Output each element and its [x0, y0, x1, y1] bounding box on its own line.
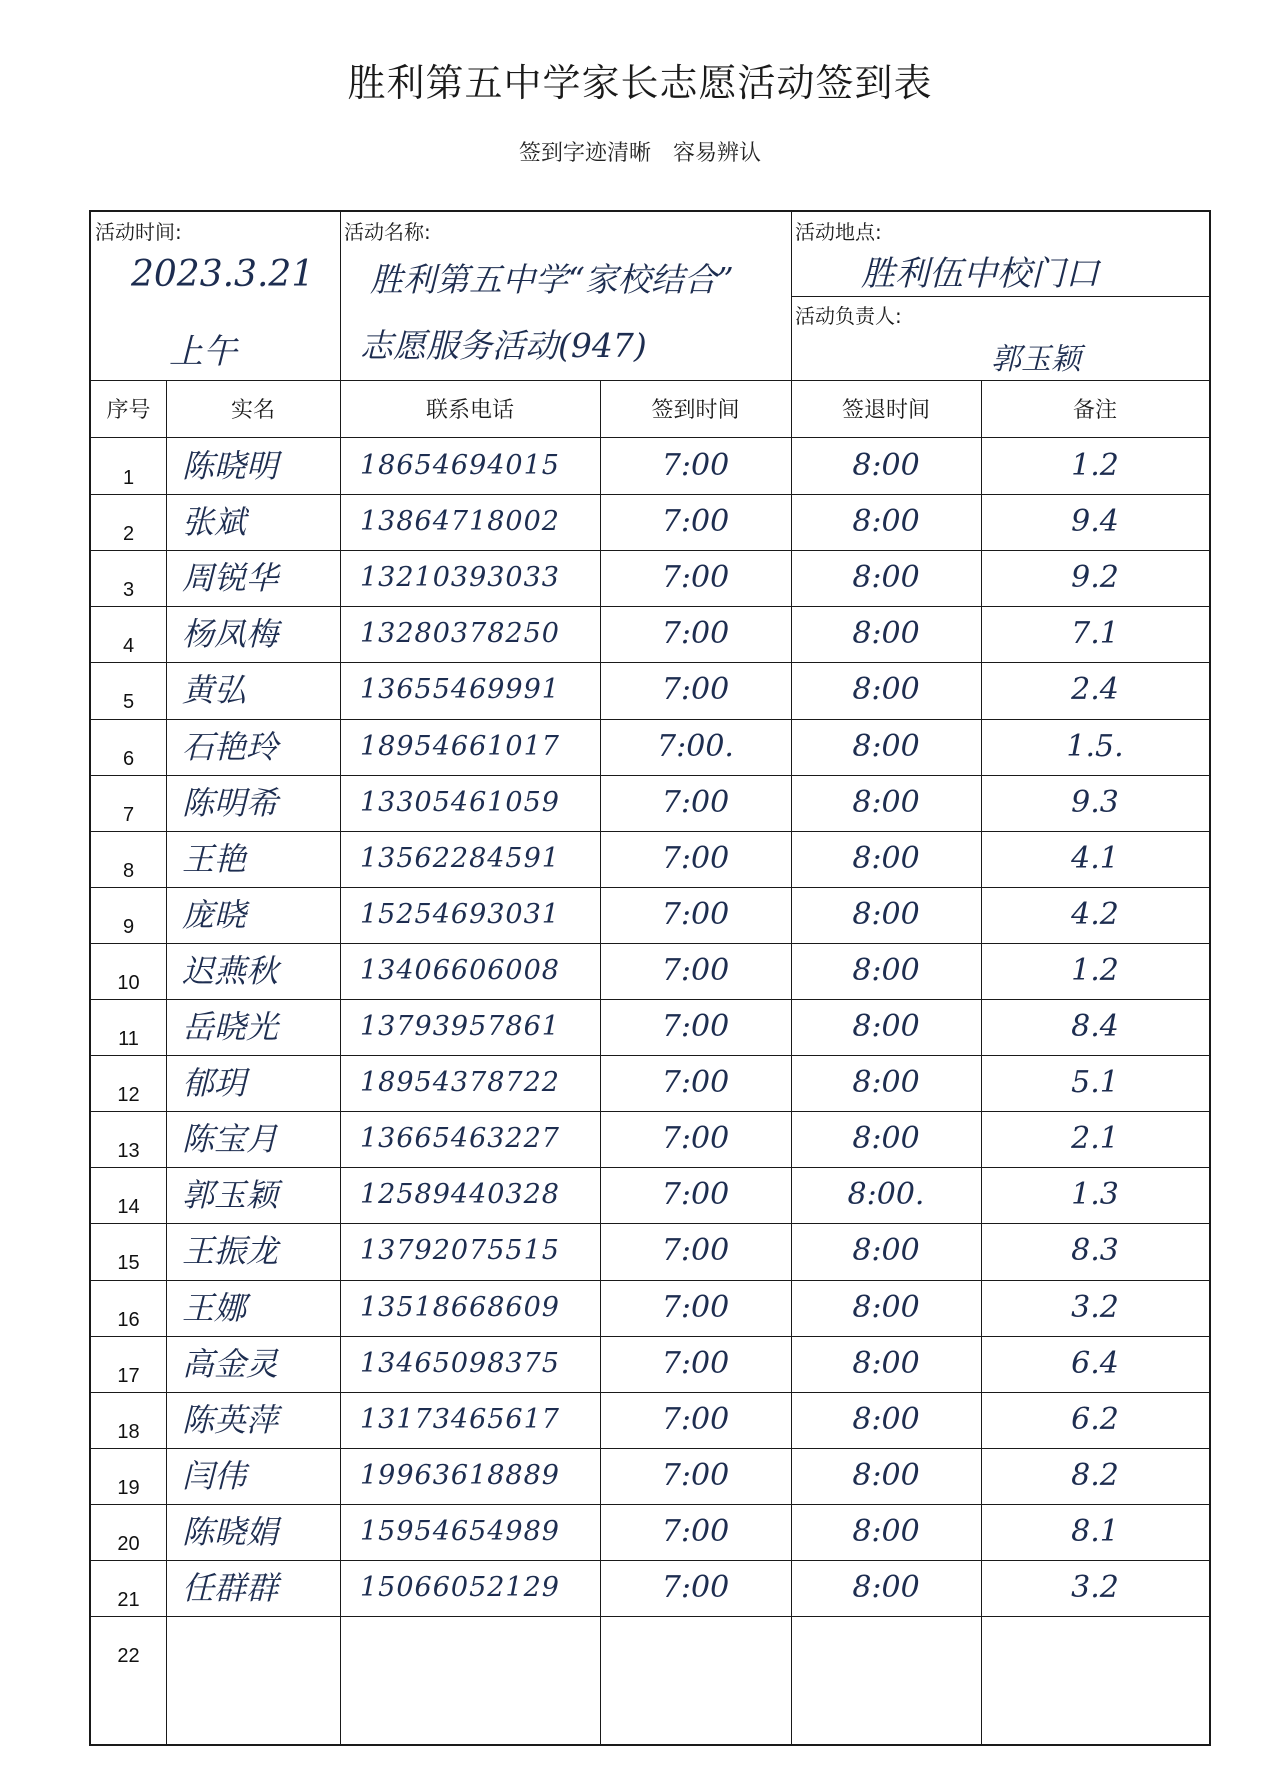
- row-sign-out-time: 8:00: [852, 1457, 920, 1493]
- divider: [91, 1223, 1209, 1224]
- row-sign-in-time: 7:00: [661, 952, 730, 988]
- row-phone: 13655469991: [360, 674, 560, 706]
- activity-place-label: 活动地点:: [795, 220, 882, 244]
- row-number: 14: [117, 1196, 140, 1219]
- row-phone: 13864718002: [360, 506, 560, 538]
- divider: [91, 1392, 1209, 1393]
- row-sign-in-time: 7:00: [661, 1570, 730, 1605]
- row-sign-out-time: 8:00.: [847, 1177, 925, 1213]
- row-name: 陈明希: [182, 783, 279, 822]
- row-number: 9: [122, 915, 135, 938]
- row-sign-in-time: 7:00: [661, 1177, 730, 1213]
- activity-name-cell: [340, 212, 791, 380]
- divider: [91, 1055, 1209, 1056]
- row-name: 张斌: [182, 503, 247, 542]
- divider: [91, 999, 1209, 1000]
- row-sign-out-time: 8:00: [852, 560, 920, 596]
- row-number: 4: [122, 635, 135, 658]
- row-number: 3: [122, 579, 135, 602]
- row-note: 3.2: [1071, 1570, 1119, 1605]
- divider: [91, 1448, 1209, 1449]
- row-note: 9.2: [1071, 560, 1119, 596]
- table-row: [91, 550, 1209, 606]
- row-name: 王艳: [182, 839, 247, 878]
- activity-period: 上午: [169, 332, 237, 372]
- row-note: 2.1: [1071, 1121, 1119, 1157]
- row-note: 7.1: [1071, 616, 1119, 652]
- divider: [340, 380, 341, 1744]
- row-sign-out-time: 8:00: [852, 504, 920, 540]
- divider: [91, 1504, 1209, 1505]
- activity-name-line2: 志愿服务活动(947): [360, 326, 647, 365]
- row-number: 1: [122, 467, 135, 489]
- table-row: [91, 887, 1209, 943]
- row-sign-out-time: 8:00: [852, 1513, 920, 1549]
- row-name: 岳晓光: [182, 1008, 279, 1046]
- row-sign-in-time: 7:00: [661, 560, 730, 596]
- row-number: 12: [117, 1084, 140, 1107]
- row-sign-out-time: 8:00: [852, 952, 920, 988]
- row-note: 8.2: [1071, 1457, 1119, 1493]
- divider: [91, 606, 1209, 607]
- activity-time-label: 活动时间:: [95, 220, 182, 244]
- row-phone: 13173465617: [360, 1403, 560, 1435]
- row-name: 杨凤梅: [182, 615, 279, 654]
- row-name: [166, 1616, 340, 1672]
- row-number: 15: [117, 1252, 140, 1275]
- row-sign-in-time: 7:00: [661, 1457, 730, 1493]
- col-header-sign-out: 签退时间: [841, 398, 930, 423]
- row-note: 9.3: [1071, 784, 1119, 820]
- table-row: [91, 1336, 1209, 1392]
- row-note: 9.4: [1071, 504, 1119, 540]
- row-phone: 13406606008: [360, 954, 560, 986]
- row-sign-in-time: 7:00: [661, 1009, 730, 1044]
- row-sign-in-time: 7:00: [661, 504, 730, 540]
- row-phone: 13210393033: [360, 562, 560, 594]
- table-row: [91, 606, 1209, 662]
- row-phone: 12589440328: [360, 1179, 560, 1211]
- divider: [600, 380, 601, 1744]
- table-row: [91, 1055, 1209, 1111]
- divider: [981, 380, 982, 1744]
- row-sign-in-time: 7:00: [661, 1513, 730, 1549]
- col-header-sign-in: 签到时间: [651, 398, 740, 423]
- row-sign-in-time: 7:00: [661, 1289, 730, 1325]
- row-note: 5.1: [1071, 1065, 1119, 1101]
- row-sign-in-time: 7:00: [661, 1345, 730, 1381]
- row-sign-in-time: 7:00.: [657, 728, 734, 764]
- row-name: 周锐华: [182, 559, 279, 598]
- row-number: 7: [122, 803, 135, 826]
- row-sign-in-time: 7:00: [661, 1233, 730, 1269]
- row-sign-out-time: 8:00: [852, 1289, 920, 1325]
- divider: [91, 1616, 1209, 1617]
- table-row: [91, 662, 1209, 718]
- divider: [91, 775, 1209, 776]
- row-number: 22: [117, 1645, 140, 1668]
- activity-leader-value: 郭玉颖: [991, 342, 1081, 377]
- row-sign-out-time: 8:00: [852, 1401, 920, 1437]
- table-row: [91, 1167, 1209, 1223]
- divider: [91, 719, 1209, 720]
- table-row: [91, 999, 1209, 1055]
- row-name: 郁玥: [182, 1064, 247, 1103]
- table-row: [91, 943, 1209, 999]
- activity-name-line1: 胜利第五中学“家校结合”: [370, 260, 734, 299]
- activity-leader-cell: [791, 296, 1209, 380]
- row-note: 8.3: [1071, 1233, 1119, 1269]
- row-name: 陈晓明: [182, 447, 279, 485]
- row-number: 21: [117, 1589, 140, 1611]
- row-sign-in-time: 7:00: [661, 1121, 730, 1157]
- row-phone: 18654694015: [360, 450, 560, 481]
- activity-name-label: 活动名称:: [344, 220, 431, 244]
- table-row: [91, 1223, 1209, 1279]
- row-name: 郭玉颖: [182, 1176, 279, 1215]
- row-phone: 13465098375: [360, 1347, 560, 1379]
- row-sign-in-time: 7:00: [661, 896, 730, 932]
- row-name: 闫伟: [182, 1456, 247, 1495]
- divider: [791, 380, 792, 1744]
- row-phone: 15254693031: [360, 898, 560, 930]
- row-name: 黄弘: [182, 671, 247, 710]
- table-row: [91, 1392, 1209, 1448]
- row-phone: 13665463227: [360, 1123, 560, 1155]
- row-sign-in-time: 7:00: [661, 448, 730, 483]
- sign-in-sheet: [89, 210, 1211, 1746]
- row-phone: 13793957861: [360, 1011, 560, 1042]
- row-sign-out-time: 8:00: [852, 1009, 920, 1044]
- row-number: 8: [122, 859, 135, 882]
- row-phone: 13518668609: [360, 1291, 560, 1323]
- table-row: [91, 1504, 1209, 1560]
- activity-place-value: 胜利伍中校门口: [861, 254, 1099, 294]
- row-number: 13: [117, 1140, 140, 1163]
- row-phone: 19963618889: [360, 1459, 560, 1491]
- activity-place-cell: [791, 212, 1209, 296]
- col-header-note: 备注: [1072, 398, 1117, 423]
- row-sign-out-time: 8:00: [852, 616, 920, 652]
- table-row: [91, 775, 1209, 831]
- row-note: 2.4: [1071, 672, 1119, 708]
- col-header-name: 实名: [230, 398, 275, 423]
- row-sign-in-time: 7:00: [661, 784, 730, 820]
- table-row: [91, 1280, 1209, 1336]
- row-sign-out-time: 8:00: [852, 840, 920, 876]
- divider: [91, 494, 1209, 495]
- table-row: [91, 719, 1209, 775]
- row-sign-out-time: [791, 1616, 981, 1672]
- divider: [166, 380, 167, 1744]
- row-sign-in-time: 7:00: [661, 672, 730, 708]
- row-sign-out-time: 8:00: [852, 1570, 920, 1605]
- row-number: 19: [117, 1476, 140, 1499]
- table-row: [91, 1111, 1209, 1167]
- row-phone: 18954378722: [360, 1067, 560, 1099]
- row-number: 17: [117, 1364, 140, 1387]
- row-phone: 13305461059: [360, 786, 560, 818]
- divider: [91, 1336, 1209, 1337]
- row-number: 10: [117, 971, 140, 994]
- row-name: 高金灵: [182, 1344, 279, 1383]
- table-row: [91, 1448, 1209, 1504]
- row-sign-out-time: 8:00: [852, 728, 920, 764]
- divider: [91, 831, 1209, 832]
- divider: [91, 1111, 1209, 1112]
- row-note: [981, 1616, 1209, 1672]
- page-title: 胜利第五中学家长志愿活动签到表: [347, 61, 933, 105]
- table-row: [91, 831, 1209, 887]
- row-number: 16: [117, 1308, 140, 1331]
- row-note: 8.1: [1071, 1513, 1119, 1549]
- row-name: 石艳玲: [182, 727, 279, 766]
- row-sign-in-time: 7:00: [661, 1065, 730, 1101]
- row-note: 1.5.: [1066, 728, 1124, 764]
- page-subtitle: 签到字迹清晰 容易辨认: [518, 141, 761, 166]
- col-header-phone: 联系电话: [425, 398, 514, 423]
- divider: [91, 1560, 1209, 1561]
- divider: [91, 943, 1209, 944]
- row-phone: 15954654989: [360, 1515, 560, 1547]
- row-name: 王娜: [182, 1288, 247, 1327]
- row-sign-out-time: 8:00: [852, 1065, 920, 1101]
- row-note: 6.4: [1071, 1345, 1119, 1381]
- row-phone: 18954661017: [360, 730, 560, 762]
- table-row: [91, 1616, 1209, 1672]
- row-note: 1.2: [1071, 952, 1119, 988]
- row-phone: 13562284591: [360, 842, 560, 874]
- activity-date: 2023.3.21: [131, 254, 315, 295]
- row-name: 陈晓娟: [182, 1512, 279, 1551]
- divider: [91, 550, 1209, 551]
- row-note: 3.2: [1071, 1289, 1119, 1325]
- row-phone: 13280378250: [360, 618, 560, 650]
- row-number: 11: [118, 1028, 139, 1050]
- table-row: [91, 1560, 1209, 1616]
- row-note: 4.1: [1071, 840, 1119, 876]
- row-name: 陈英萍: [182, 1400, 279, 1439]
- divider: [91, 887, 1209, 888]
- row-phone: [340, 1616, 600, 1672]
- table-row: [91, 438, 1209, 494]
- row-number: 20: [117, 1532, 140, 1555]
- activity-leader-label: 活动负责人:: [795, 304, 902, 328]
- row-name: 庞晓: [182, 895, 247, 934]
- row-sign-out-time: 8:00: [852, 896, 920, 932]
- row-note: 4.2: [1071, 896, 1119, 932]
- row-name: 任群群: [182, 1569, 279, 1607]
- row-sign-out-time: 8:00: [852, 448, 920, 483]
- divider: [91, 662, 1209, 663]
- divider: [91, 1280, 1209, 1281]
- row-sign-in-time: 7:00: [661, 840, 730, 876]
- row-sign-out-time: 8:00: [852, 672, 920, 708]
- row-sign-out-time: 8:00: [852, 1233, 920, 1269]
- divider: [91, 1167, 1209, 1168]
- row-sign-out-time: 8:00: [852, 1345, 920, 1381]
- row-number: 5: [122, 691, 135, 714]
- row-note: 1.2: [1071, 448, 1119, 483]
- row-name: 迟燕秋: [182, 951, 279, 990]
- row-number: 6: [122, 747, 135, 770]
- row-name: 王振龙: [182, 1232, 279, 1271]
- table-row: [91, 494, 1209, 550]
- row-note: 8.4: [1071, 1009, 1119, 1044]
- row-sign-out-time: 8:00: [852, 1121, 920, 1157]
- row-number: 18: [117, 1420, 140, 1443]
- row-phone: 15066052129: [360, 1572, 560, 1603]
- col-header-no: 序号: [106, 398, 151, 423]
- row-sign-in-time: 7:00: [661, 1401, 730, 1437]
- row-phone: 13792075515: [360, 1235, 560, 1267]
- activity-time-cell: [91, 212, 340, 380]
- row-name: 陈宝月: [182, 1120, 279, 1159]
- row-number: 2: [122, 523, 135, 546]
- row-sign-in-time: 7:00: [661, 616, 730, 652]
- row-note: 1.3: [1071, 1177, 1119, 1213]
- row-sign-in-time: [600, 1616, 791, 1672]
- row-note: 6.2: [1071, 1401, 1119, 1437]
- row-sign-out-time: 8:00: [852, 784, 920, 820]
